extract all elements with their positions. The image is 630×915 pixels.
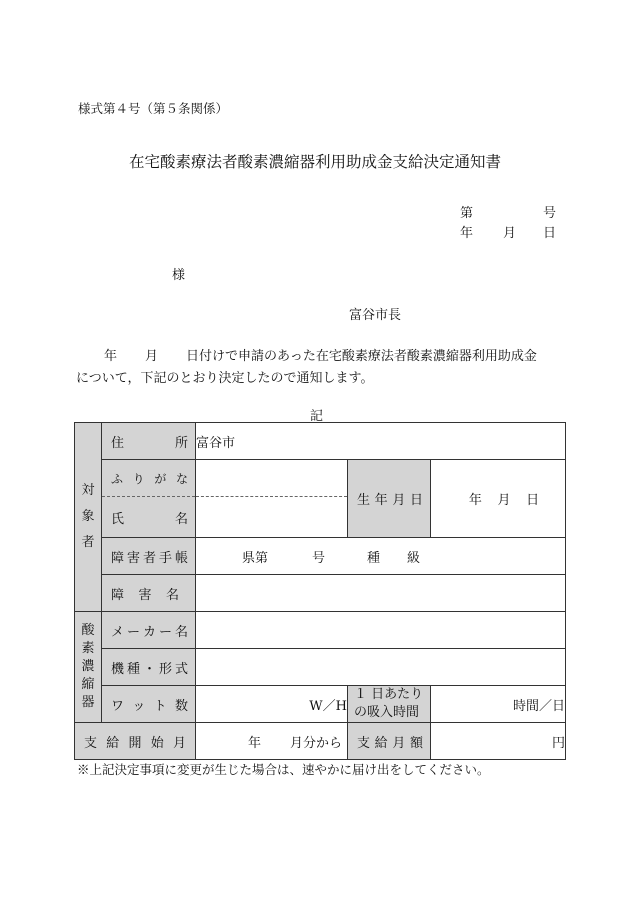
disability-field[interactable] bbox=[196, 575, 566, 612]
birth-value: 年 月 日 bbox=[431, 460, 566, 538]
decision-table bbox=[74, 422, 566, 760]
group-subject: 対 象 者 bbox=[75, 423, 102, 612]
model-label: 機 種 ・ 形 式 bbox=[102, 649, 196, 686]
address-value: 富谷市 bbox=[196, 423, 566, 460]
group-device: 酸 素 濃 縮 器 bbox=[75, 612, 102, 723]
amount-value: 円 bbox=[431, 723, 566, 760]
footer-note: ※上記決定事項に変更が生じた場合は、速やかに届け出をしてください。 bbox=[77, 762, 490, 777]
start-label: 支 給 開 始 月 bbox=[75, 723, 196, 760]
body-month: 月 bbox=[145, 349, 159, 364]
body-line1-rest: 日付けで申請のあった在宅酸素療法者酸素濃縮器利用助成金 bbox=[186, 349, 537, 364]
date-day: 日 bbox=[543, 226, 557, 241]
doc-no-go: 号 bbox=[543, 206, 557, 221]
address-label: 住 所 bbox=[102, 423, 196, 460]
form-number: 様式第４号（第５条関係） bbox=[78, 101, 229, 116]
handbook-label: 障 害 者 手 帳 bbox=[102, 538, 196, 575]
body-line-1 bbox=[104, 345, 537, 364]
birth-label: 生 年 月 日 bbox=[348, 460, 431, 538]
body-year: 年 bbox=[104, 349, 118, 364]
recipient-suffix: 様 bbox=[172, 268, 186, 283]
intake-value: 時間／日 bbox=[431, 686, 566, 723]
model-field[interactable] bbox=[196, 649, 566, 686]
document-title: 在宅酸素療法者酸素濃縮器利用助成金支給決定通知書 bbox=[128, 153, 501, 171]
issuer: 富谷市長 bbox=[349, 308, 402, 323]
watt-value: W／H bbox=[196, 686, 348, 723]
name-field[interactable] bbox=[196, 497, 348, 538]
watt-label: ワ ッ ト 数 bbox=[102, 686, 196, 723]
furigana-field[interactable] bbox=[196, 460, 348, 497]
intake-label: １ 日あたり の吸入時間 bbox=[348, 686, 431, 723]
doc-no-dai: 第 bbox=[460, 206, 474, 221]
body-line-2: について，下記のとおり決定したので通知します。 bbox=[76, 371, 374, 386]
date-year: 年 bbox=[460, 226, 474, 241]
amount-label: 支 給 月 額 bbox=[348, 723, 431, 760]
furigana-label: ふ り が な bbox=[102, 460, 196, 497]
ki-heading: 記 bbox=[310, 409, 324, 424]
name-label: 氏 名 bbox=[102, 497, 196, 538]
handbook-value: 県第 号 種 級 bbox=[196, 538, 566, 575]
maker-label: メ ー カ ー 名 bbox=[102, 612, 196, 649]
date-month: 月 bbox=[503, 226, 517, 241]
maker-field[interactable] bbox=[196, 612, 566, 649]
start-value: 年 月分から bbox=[196, 723, 348, 760]
disability-label: 障 害 名 bbox=[102, 575, 196, 612]
